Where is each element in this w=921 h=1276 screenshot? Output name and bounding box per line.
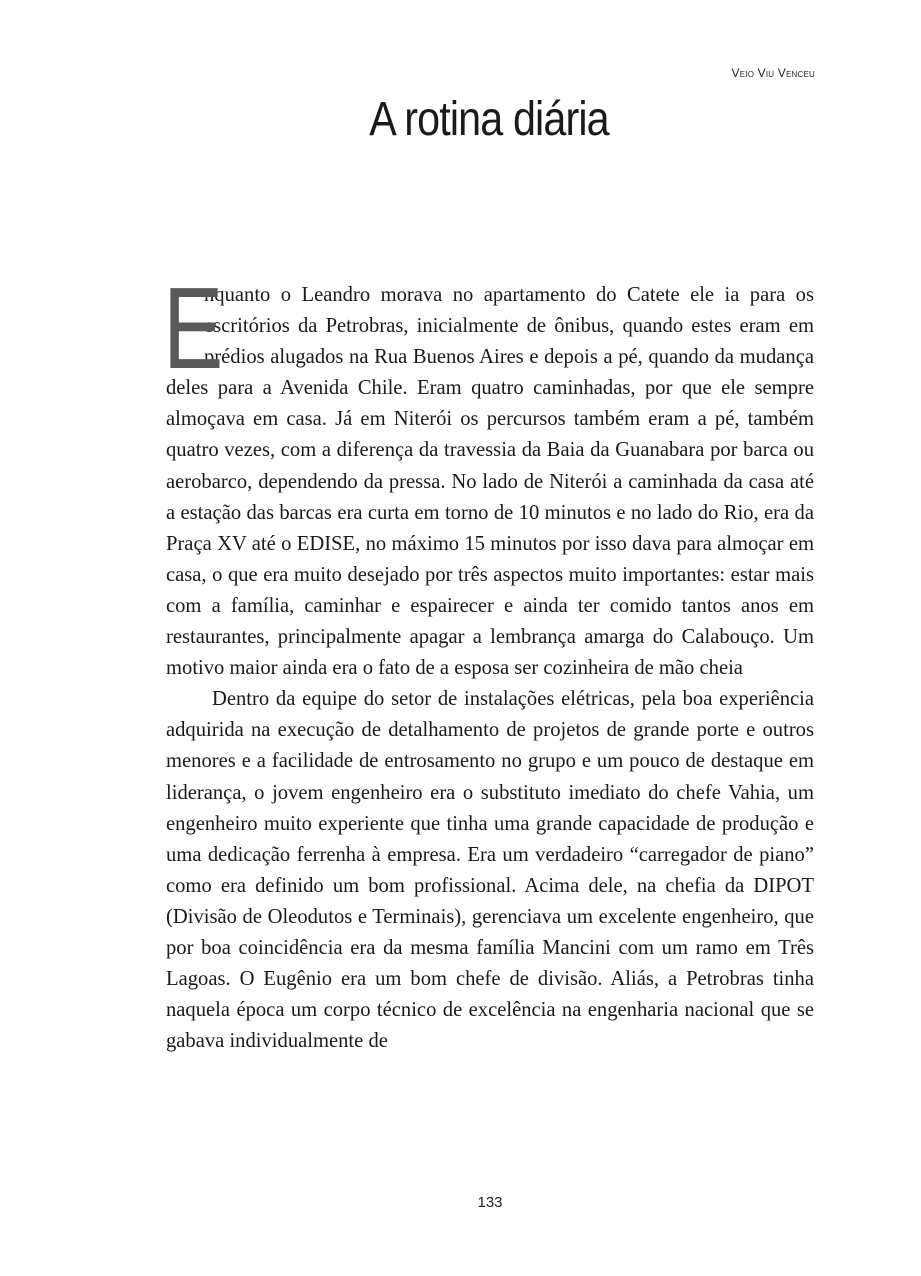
paragraph-2: Dentro da equipe do setor de instalações elétricas, pela boa experiência adquirida na execução de detalhamento de projetos de grande porte e outros menores e a facilidade de entrosamento no grupo e um pouco de destaque em liderança, o jovem engenheiro era o substituto imediato do chefe Vahia, um engenheiro muito experiente que tinha uma grande capacidade de produção e uma dedicação ferrenha à empresa. Era um verdadeiro “carregador de piano” como era definido um bom profissional. Acima dele, na chefia da DIPOT (Divisão de Oleodutos e Terminais), gerenciava um excelente engenheiro, que por boa coincidência era da mesma família Mancini com um ramo em Três Lagoas. O Eugênio era um bom chefe de divisão. Aliás, a Petrobras tinha naquela época um corpo técnico de excelência na engenharia nacional que se gabava individualmente de — [166, 688, 814, 1053]
running-header: Veio Viu Venceu — [731, 66, 815, 80]
page-number: 133 — [477, 1194, 503, 1211]
drop-cap: E — [163, 263, 224, 393]
body-text — [163, 263, 814, 1057]
chapter-title: A rotina diária — [369, 93, 609, 146]
paragraph-1-text: nquanto o Leandro morava no apartamento do Catete ele ia para os escritórios da Petrobras, inicialmente de ônibus, quando estes eram em prédios alugados na Rua Buenos Aires e depois a pé, quando da mudança deles para a Avenida Chile. Eram quatro caminhadas, por que ele sempre almoçava em casa. Já em Niterói os percursos também eram a pé, também quatro vezes, com a diferença da travessia da Baia da Guanabara por barca ou aerobarco, dependendo da pressa. No lado de Niterói a caminhada da casa até a estação das barcas era curta em torno de 10 minutos e no lado do Rio, era da Praça XV até o EDISE, no máximo 15 minutos por isso dava para almoçar em casa, o que era muito desejado por três aspectos muito importantes: estar mais com a família, caminhar e espairecer e ainda ter comido tantos anos em restaurantes, principalmente apagar a lembrança amarga do Calabouço. Um motivo maior ainda era o fato de a esposa ser cozinheira de mão cheia — [166, 284, 814, 680]
paragraph-1 — [163, 263, 814, 684]
